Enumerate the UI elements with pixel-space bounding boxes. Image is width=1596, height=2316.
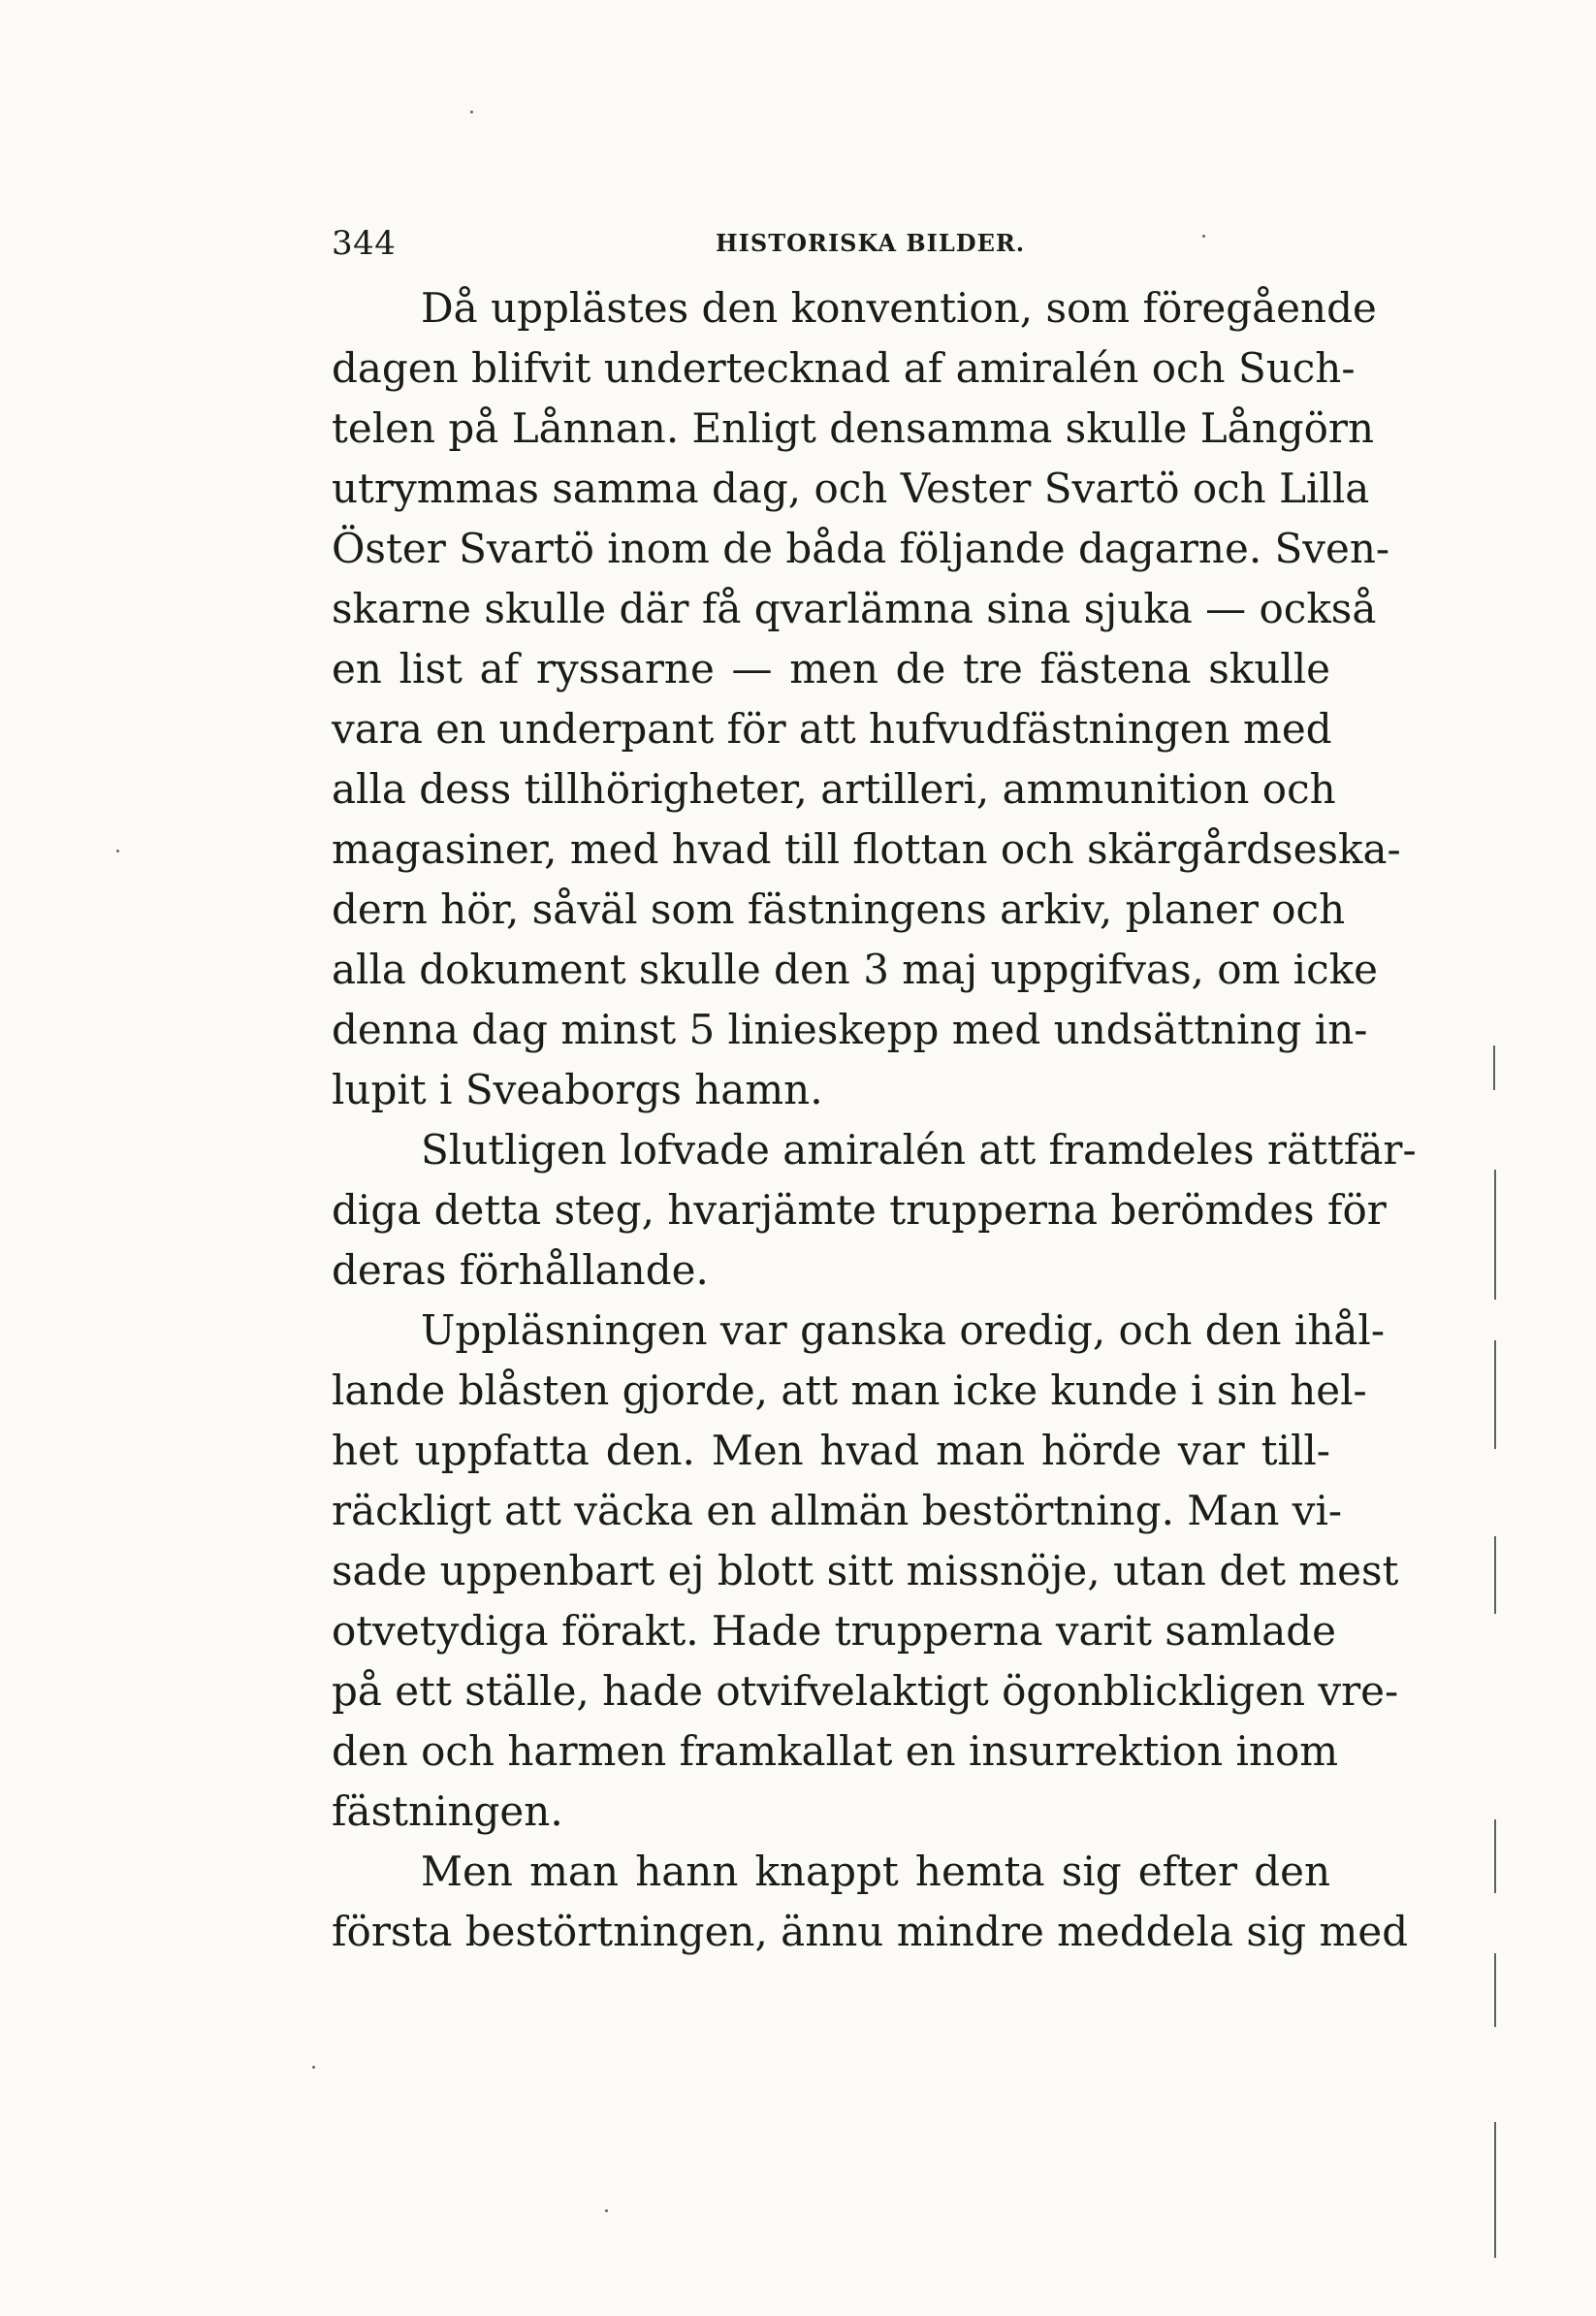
text-line: alla dokument skulle den 3 maj uppgifvas, om icke	[332, 946, 1378, 993]
text-line: Men man hann knappt hemta sig efter den	[421, 1848, 1330, 1895]
text-line: lande blåsten gjorde, att man icke kunde i sin hel-	[332, 1367, 1367, 1414]
text-line: Då upplästes den konvention, som föregående	[421, 284, 1377, 332]
scan-margin-mark	[1494, 1953, 1496, 2027]
text-line: Slutligen lofvade amiralén att framdeles rättfär-	[421, 1126, 1417, 1174]
text-line: räckligt att väcka en allmän bestörtning. Man vi-	[332, 1487, 1343, 1534]
text-line: sade uppenbart ej blott sitt missnöje, utan det mest	[332, 1547, 1399, 1594]
scan-margin-mark	[1494, 1340, 1496, 1449]
text-line: Öster Svartö inom de båda följande dagarne. Sven-	[332, 525, 1390, 572]
running-title: HISTORISKA BILDER.	[716, 229, 1026, 257]
paragraph-4	[332, 1842, 1409, 1962]
paragraph-3	[332, 1301, 1399, 1842]
running-head	[332, 219, 1330, 268]
text-line: magasiner, med hvad till flottan och skärgårdseska-	[332, 825, 1401, 873]
text-line: lupit i Sveaborgs hamn.	[332, 1066, 823, 1113]
paragraph-2	[332, 1120, 1417, 1301]
scan-margin-mark	[1493, 1045, 1495, 1090]
text-line: telen på Lånnan. Enligt densamma skulle Långörn	[332, 404, 1375, 452]
scan-speck	[470, 111, 473, 113]
text-line: en list af ryssarne — men de tre fästena skulle	[332, 645, 1330, 692]
body-text	[332, 278, 1417, 1962]
text-line: dagen blifvit undertecknad af amiralén och Such-	[332, 344, 1356, 392]
text-line: het uppfatta den. Men hvad man hörde var till-	[332, 1427, 1330, 1474]
text-line: vara en underpant för att hufvudfästningen med	[332, 705, 1332, 753]
text-line: den och harmen framkallat en insurrektion inom	[332, 1727, 1339, 1775]
text-line: diga detta steg, hvarjämte trupperna berömdes för	[332, 1186, 1387, 1234]
scan-speck	[116, 850, 119, 852]
text-line: otvetydiga förakt. Hade trupperna varit samlade	[332, 1607, 1336, 1655]
scan-speck	[1202, 235, 1205, 238]
scan-margin-mark	[1494, 2122, 1496, 2258]
text-line: första bestörtningen, ännu mindre meddela sig med	[332, 1908, 1409, 1955]
scan-margin-mark	[1494, 1819, 1496, 1893]
text-line: Uppläsningen var ganska oredig, och den ihål-	[421, 1306, 1386, 1354]
scan-margin-mark	[1494, 1170, 1496, 1300]
text-line: utrymmas samma dag, och Vester Svartö och Lilla	[332, 465, 1370, 512]
scan-speck	[312, 2066, 315, 2069]
page-number: 344	[332, 224, 397, 263]
text-line: alla dess tillhörigheter, artilleri, ammunition och	[332, 765, 1336, 813]
text-line: fästningen.	[332, 1787, 563, 1835]
text-line: skarne skulle där få qvarlämna sina sjuka — också	[332, 585, 1377, 632]
scan-margin-mark	[1494, 1536, 1496, 1614]
text-line: dern hör, såväl som fästningens arkiv, planer och	[332, 885, 1346, 933]
text-line: deras förhållande.	[332, 1246, 709, 1294]
text-line: på ett ställe, hade otvifvelaktigt ögonblickligen vre-	[332, 1667, 1399, 1715]
scan-speck	[605, 2209, 608, 2212]
text-line: denna dag minst 5 linieskepp med undsättning in-	[332, 1006, 1368, 1053]
paragraph-1	[332, 278, 1401, 1120]
